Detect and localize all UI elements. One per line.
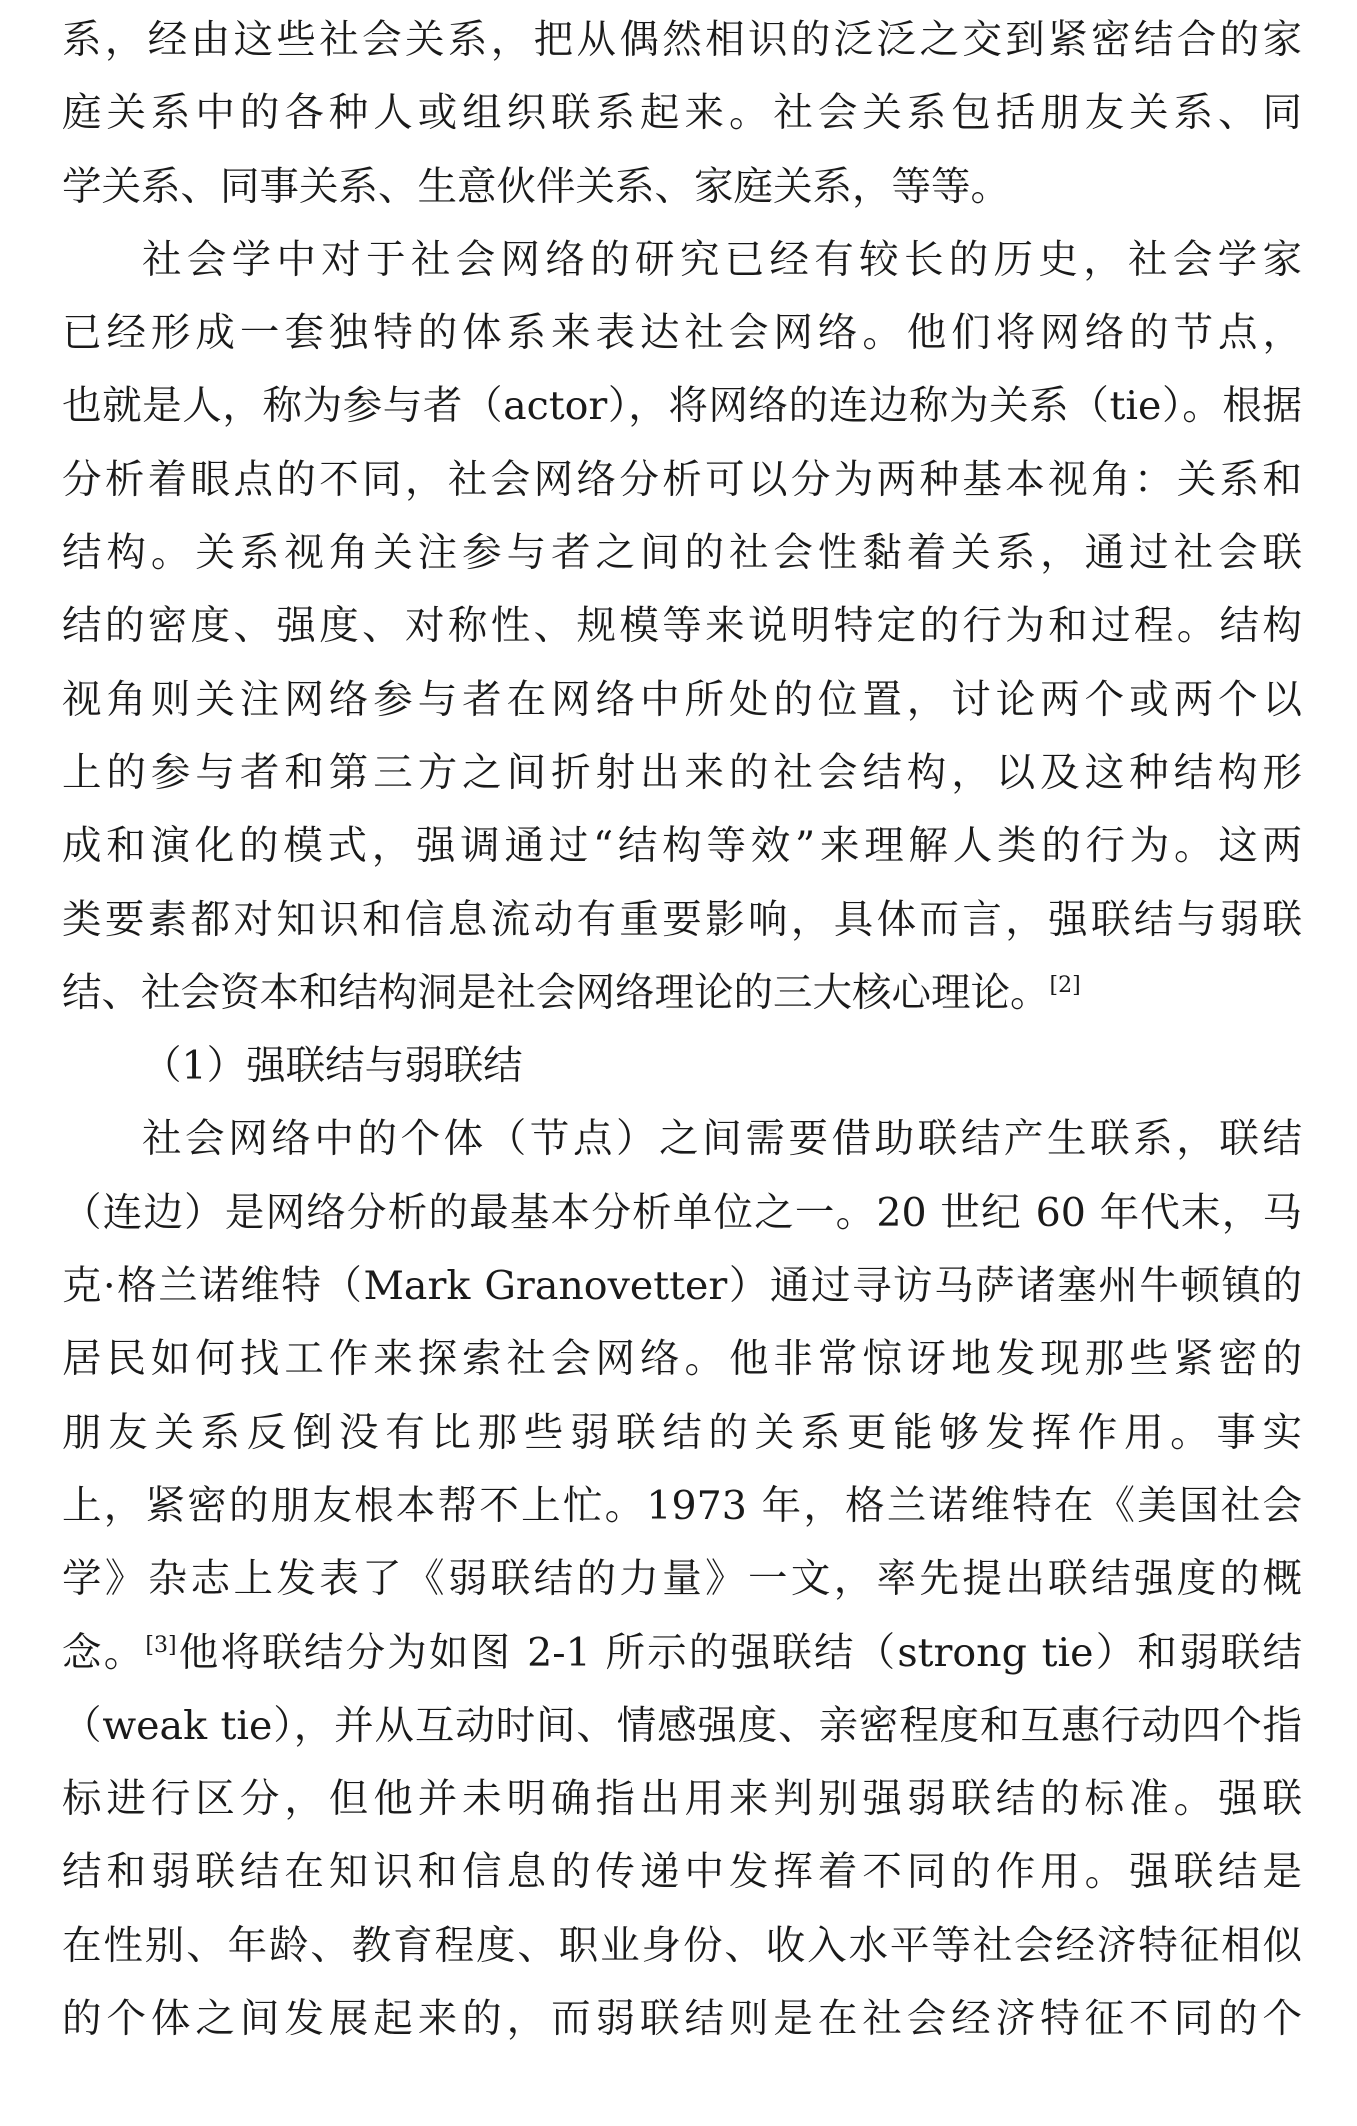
text-line: 已经形成一套独特的体系来表达社会网络。他们将网络的节点， bbox=[62, 310, 1302, 357]
text-line: 上的参与者和第三方之间折射出来的社会结构，以及这种结构形 bbox=[62, 749, 1302, 796]
text-line: 社会网络中的个体（节点）之间需要借助联结产生联系，联结 bbox=[142, 1116, 1302, 1163]
text-line: 克·格兰诺维特（Mark Granovetter）通过寻访马萨诸塞州牛顿镇的 bbox=[62, 1263, 1302, 1310]
paragraph-1 bbox=[62, 4, 1302, 224]
text-line: 结和弱联结在知识和信息的传递中发挥着不同的作用。强联结是 bbox=[62, 1849, 1302, 1896]
text-line: 朋友关系反倒没有比那些弱联结的关系更能够发挥作用。事实 bbox=[62, 1409, 1302, 1456]
text-line: （连边）是网络分析的最基本分析单位之一。20 世纪 60 年代末，马 bbox=[62, 1189, 1302, 1236]
text-line: 庭关系中的各种人或组织联系起来。社会关系包括朋友关系、同 bbox=[62, 90, 1302, 137]
citation-ref: [2] bbox=[1049, 972, 1081, 998]
text-line: （weak tie），并从互动时间、情感强度、亲密程度和互惠行动四个指 bbox=[62, 1702, 1302, 1749]
text-line: 结构。关系视角关注参与者之间的社会性黏着关系，通过社会联 bbox=[62, 530, 1302, 577]
text-line: 系，经由这些社会关系，把从偶然相识的泛泛之交到紧密结合的家 bbox=[62, 17, 1302, 63]
paragraph-2 bbox=[62, 224, 1302, 1030]
text-segment: 他将联结分为如图 2-1 所示的强联结（strong tie）和弱联结 bbox=[176, 1629, 1302, 1676]
text-line: 也就是人，称为参与者（actor），将网络的连边称为关系（tie）。根据 bbox=[62, 383, 1302, 430]
citation-ref: [3] bbox=[145, 1632, 177, 1658]
text-line: 成和演化的模式，强调通过“结构等效”来理解人类的行为。这两 bbox=[62, 823, 1302, 870]
text-line: 的个体之间发展起来的，而弱联结则是在社会经济特征不同的个 bbox=[62, 1996, 1302, 2043]
text-line: 社会学中对于社会网络的研究已经有较长的历史，社会学家 bbox=[142, 236, 1302, 283]
text-line: 居民如何找工作来探索社会网络。他非常惊讶地发现那些紧密的 bbox=[62, 1336, 1302, 1383]
section-heading: （1）强联结与弱联结 bbox=[142, 1043, 523, 1090]
text-line: 学》杂志上发表了《弱联结的力量》一文，率先提出联结强度的概 bbox=[62, 1556, 1302, 1603]
text-line: 标进行区分，但他并未明确指出用来判别强弱联结的标准。强联 bbox=[62, 1776, 1302, 1823]
paragraph-3 bbox=[62, 1103, 1302, 2056]
text-line: 类要素都对知识和信息流动有重要影响，具体而言，强联结与弱联 bbox=[62, 896, 1302, 943]
text-line: 在性别、年龄、教育程度、职业身份、收入水平等社会经济特征相似 bbox=[62, 1922, 1302, 1969]
text-line: 视角则关注网络参与者在网络中所处的位置，讨论两个或两个以 bbox=[62, 676, 1302, 723]
text-line: 学关系、同事关系、生意伙伴关系、家庭关系，等等。 bbox=[62, 163, 1010, 210]
text-segment: 结、社会资本和结构洞是社会网络理论的三大核心理论。 bbox=[62, 969, 1050, 1016]
text-segment: 念。 bbox=[62, 1629, 146, 1676]
text-line: 上，紧密的朋友根本帮不上忙。1973 年，格兰诺维特在《美国社会 bbox=[62, 1482, 1302, 1529]
document-page bbox=[62, 4, 1302, 2056]
text-line bbox=[62, 1617, 1302, 1690]
text-line: 结的密度、强度、对称性、规模等来说明特定的行为和过程。结构 bbox=[62, 603, 1302, 650]
text-line: 分析着眼点的不同，社会网络分析可以分为两种基本视角：关系和 bbox=[62, 456, 1302, 503]
text-line bbox=[62, 957, 1302, 1030]
